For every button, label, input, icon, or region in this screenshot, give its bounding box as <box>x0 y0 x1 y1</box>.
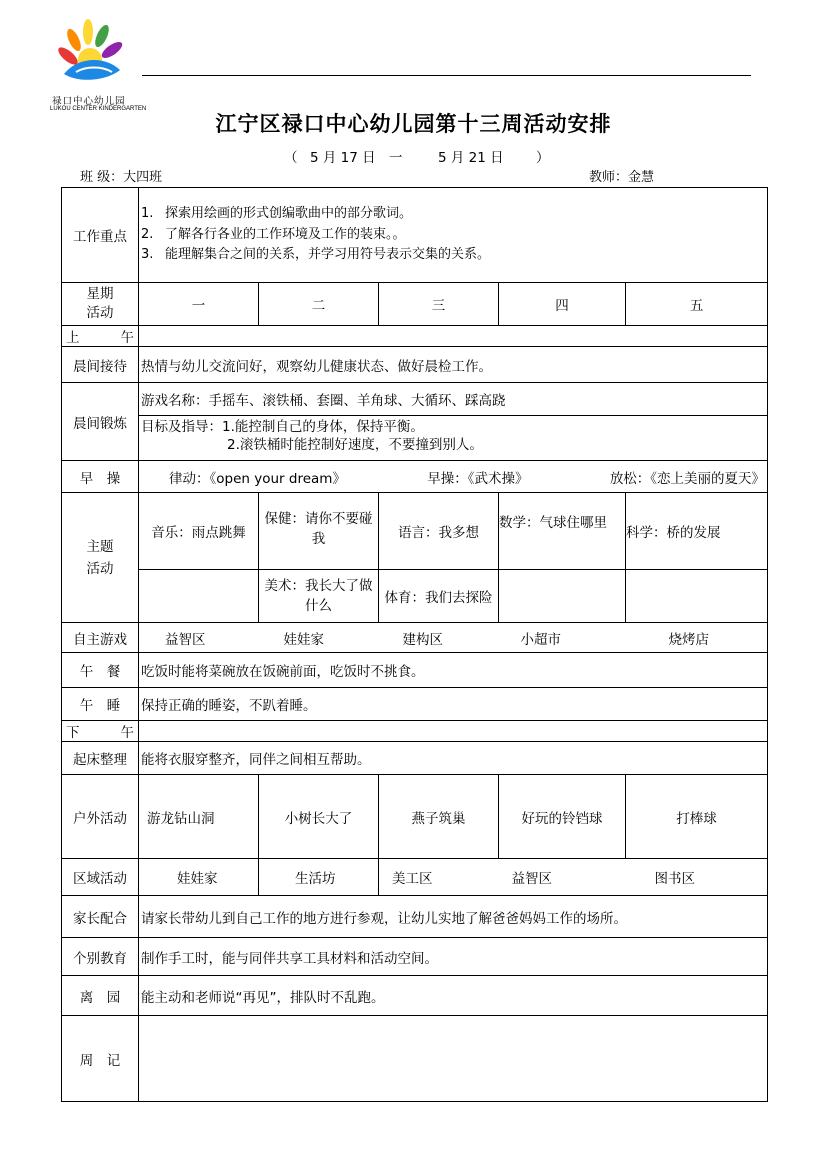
afternoon-header-row <box>62 721 768 742</box>
getup-label: 起床整理 <box>62 742 139 775</box>
area-item: 生活坊 <box>259 859 379 896</box>
drill-label: 早 操 <box>62 461 139 493</box>
individual-text: 制作手工时，能与同伴共享工具材料和活动空间。 <box>139 938 768 976</box>
weekly-note-label: 周 记 <box>62 1016 139 1102</box>
focus-content <box>139 188 768 283</box>
theme-health: 保健：请你不要碰我 <box>259 493 379 570</box>
leave-label: 离 园 <box>62 976 139 1016</box>
nap-text: 保持正确的睡姿，不趴着睡。 <box>139 688 768 721</box>
theme-math: 数学：气球住哪里 <box>499 493 626 570</box>
theme-pe: 体育：我们去探险 <box>379 570 499 623</box>
reception-text: 热情与幼儿交流问好，观察幼儿健康状态、做好晨检工作。 <box>139 347 768 383</box>
free-play-item: 娃娃家 <box>259 623 379 653</box>
theme-language: 语言：我多想 <box>379 493 499 570</box>
teacher-label: 教师：金慧 <box>589 170 655 185</box>
area-row <box>62 859 768 896</box>
parents-text: 请家长带幼儿到自己工作的地方进行参观，让幼儿实地了解爸爸妈妈工作的场所。 <box>139 896 768 938</box>
date-close-paren: ） <box>536 150 550 166</box>
exercise-row <box>62 383 768 416</box>
theme-label: 主题 活动 <box>62 493 139 623</box>
class-label: 班 级：大四班 <box>80 170 163 185</box>
logo-graphic <box>56 16 126 88</box>
area-item: 娃娃家 <box>139 859 259 896</box>
logo-name-en: LUKOU CENTER KINDERGARTEN <box>50 106 147 112</box>
free-play-label: 自主游戏 <box>62 623 139 653</box>
page-title: 江宁区禄口中心幼儿园第十三周活动安排 <box>215 111 612 136</box>
drill-relax: 放松：《恋上美丽的夏天》 <box>609 470 766 487</box>
theme-art: 美术：我长大了做什么 <box>259 570 379 623</box>
getup-row <box>62 742 768 775</box>
outdoor-row <box>62 775 768 859</box>
weekday-mon: 一 <box>139 283 259 326</box>
free-play-item: 烧烤店 <box>626 623 768 653</box>
parents-row <box>62 896 768 938</box>
date-separator: 一 <box>389 150 403 166</box>
outdoor-item: 小树长大了 <box>259 775 379 859</box>
area-item: 益智区 <box>499 859 626 896</box>
area-item: 美工区 <box>379 859 499 896</box>
nap-label: 午 睡 <box>62 688 139 721</box>
date-start: 5 月 17 日 <box>310 150 376 166</box>
individual-row <box>62 938 768 976</box>
logo-name-cn: 禄口中心幼儿园 <box>52 96 126 107</box>
reception-row <box>62 347 768 383</box>
weekday-wed: 三 <box>379 283 499 326</box>
weekday-thu: 四 <box>499 283 626 326</box>
area-item: 图书区 <box>626 859 768 896</box>
focus-list <box>141 204 767 266</box>
getup-text: 能将衣服穿整齐，同伴之间相互帮助。 <box>139 742 768 775</box>
kindergarten-logo <box>50 16 147 116</box>
date-open-paren: （ <box>284 150 298 166</box>
lunch-row <box>62 653 768 688</box>
focus-label: 工作重点 <box>62 188 139 283</box>
theme-row-1 <box>62 493 768 570</box>
free-play-item: 益智区 <box>139 623 259 653</box>
weekly-schedule-table <box>61 187 768 1102</box>
exercise-label: 晨间锻炼 <box>62 383 139 461</box>
outdoor-item: 游龙钻山洞 <box>139 775 259 859</box>
outdoor-item: 打棒球 <box>626 775 768 859</box>
drill-rhythm: 律动：《open your dream》 <box>169 470 346 487</box>
weekly-note-text <box>139 1016 768 1102</box>
area-label: 区域活动 <box>62 859 139 896</box>
theme-row-2 <box>62 570 768 623</box>
drill-row <box>62 461 768 493</box>
outdoor-item: 好玩的铃铛球 <box>499 775 626 859</box>
weekday-row <box>62 283 768 326</box>
reception-label: 晨间接待 <box>62 347 139 383</box>
weekday-tue: 二 <box>259 283 379 326</box>
exercise-goal-row <box>62 416 768 461</box>
exercise-games: 游戏名称：手摇车、滚铁桶、套圈、羊角球、大循环、踩高跷 <box>139 383 768 416</box>
focus-row <box>62 188 768 283</box>
free-play-item: 小超市 <box>499 623 626 653</box>
afternoon-header: 下 午 <box>62 721 139 742</box>
morning-header: 上 午 <box>62 326 139 347</box>
exercise-goals: 目标及指导：1.能控制自己的身体，保持平衡。 2.滚铁桶时能控制好速度，不要撞到别人。 <box>139 416 768 461</box>
weekday-label: 星期 活动 <box>62 283 139 326</box>
lunch-label: 午 餐 <box>62 653 139 688</box>
individual-label: 个别教育 <box>62 938 139 976</box>
list-item: 3. 能理解集合之间的关系，并学习用符号表示交集的关系。 <box>141 247 491 263</box>
leave-text: 能主动和老师说“再见”，排队时不乱跑。 <box>139 976 768 1016</box>
drill-exercise: 早操：《武术操》 <box>427 470 529 487</box>
theme-science: 科学：桥的发展 <box>626 493 768 570</box>
list-item: 2. 了解各行各业的工作环境及工作的装束。。 <box>141 226 406 242</box>
theme-music: 音乐：雨点跳舞 <box>139 493 259 570</box>
weekly-note-row <box>62 1016 768 1102</box>
header-rule <box>142 75 751 76</box>
free-play-row <box>62 623 768 653</box>
outdoor-item: 燕子筑巢 <box>379 775 499 859</box>
drill-content <box>139 461 768 493</box>
list-item: 1. 探索用绘画的形式创编歌曲中的部分歌词。 <box>141 206 413 222</box>
morning-header-row <box>62 326 768 347</box>
weekday-fri: 五 <box>626 283 768 326</box>
leave-row <box>62 976 768 1016</box>
lunch-text: 吃饭时能将菜碗放在饭碗前面，吃饭时不挑食。 <box>139 653 768 688</box>
parents-label: 家长配合 <box>62 896 139 938</box>
date-end: 5 月 21 日 <box>438 150 504 166</box>
free-play-item: 建构区 <box>379 623 499 653</box>
nap-row <box>62 688 768 721</box>
outdoor-label: 户外活动 <box>62 775 139 859</box>
